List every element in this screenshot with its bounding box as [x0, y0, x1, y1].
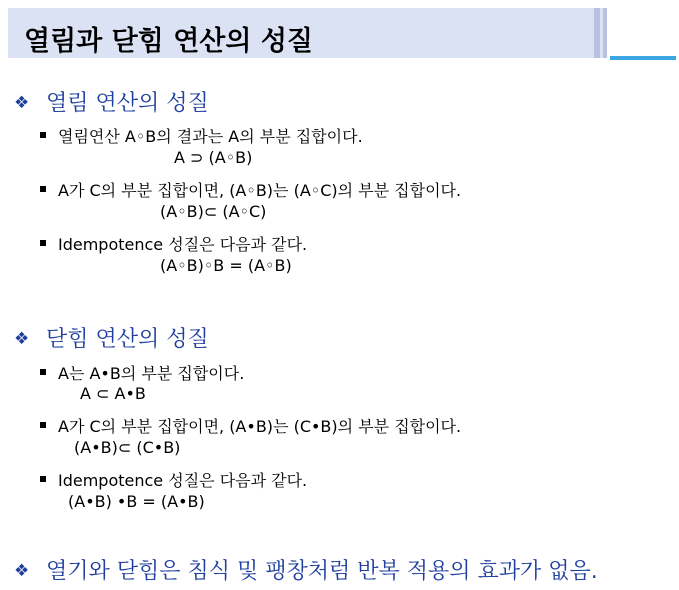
square-bullet-icon	[40, 369, 46, 375]
formula: (A•B) •B = (A•B)	[68, 492, 205, 511]
list-item-text: Idempotence 성질은 다음과 같다.	[58, 471, 308, 490]
list-item-text: A가 C의 부분 집합이면, (A◦B)는 (A◦C)의 부분 집합이다.	[58, 181, 462, 200]
list-item-text: 열림연산 A◦B의 결과는 A의 부분 집합이다.	[58, 127, 363, 146]
list-item	[40, 232, 307, 255]
title-bar	[8, 8, 606, 58]
formula: A ⊃ (A◦B)	[174, 148, 253, 167]
formula: A ⊂ A•B	[80, 384, 146, 403]
section-heading-text: 열기와 닫힘은 침식 및 팽창처럼 반복 적용의 효과가 없음.	[46, 559, 598, 584]
diamond-bullet-icon: ❖	[14, 561, 30, 581]
formula: (A◦B)⊂ (A◦C)	[160, 202, 267, 221]
title-decoration-bar	[594, 8, 600, 58]
title-accent-line	[610, 56, 676, 60]
formula: (A◦B)◦B = (A◦B)	[160, 256, 292, 275]
formula: (A•B)⊂ (C•B)	[74, 438, 181, 457]
section-heading-closing	[14, 322, 209, 353]
section-heading-text: 열림 연산의 성질	[46, 91, 209, 116]
section-heading-opening	[14, 86, 209, 117]
list-item	[40, 124, 363, 147]
section-heading-note	[14, 554, 598, 585]
square-bullet-icon	[40, 422, 46, 428]
square-bullet-icon	[40, 240, 46, 246]
diamond-bullet-icon: ❖	[14, 93, 30, 113]
square-bullet-icon	[40, 132, 46, 138]
list-item-text: A가 C의 부분 집합이면, (A•B)는 (C•B)의 부분 집합이다.	[58, 417, 462, 436]
list-item	[40, 468, 307, 491]
title-decoration-bar	[603, 8, 607, 58]
page-title: 열림과 닫힘 연산의 성질	[24, 26, 314, 57]
section-heading-text: 닫힘 연산의 성질	[46, 327, 209, 352]
list-item-text: A는 A•B의 부분 집합이다.	[58, 364, 245, 383]
square-bullet-icon	[40, 476, 46, 482]
list-item	[40, 178, 461, 201]
diamond-bullet-icon: ❖	[14, 329, 30, 349]
list-item	[40, 414, 461, 437]
list-item-text: Idempotence 성질은 다음과 같다.	[58, 235, 308, 254]
square-bullet-icon	[40, 186, 46, 192]
list-item	[40, 361, 244, 384]
